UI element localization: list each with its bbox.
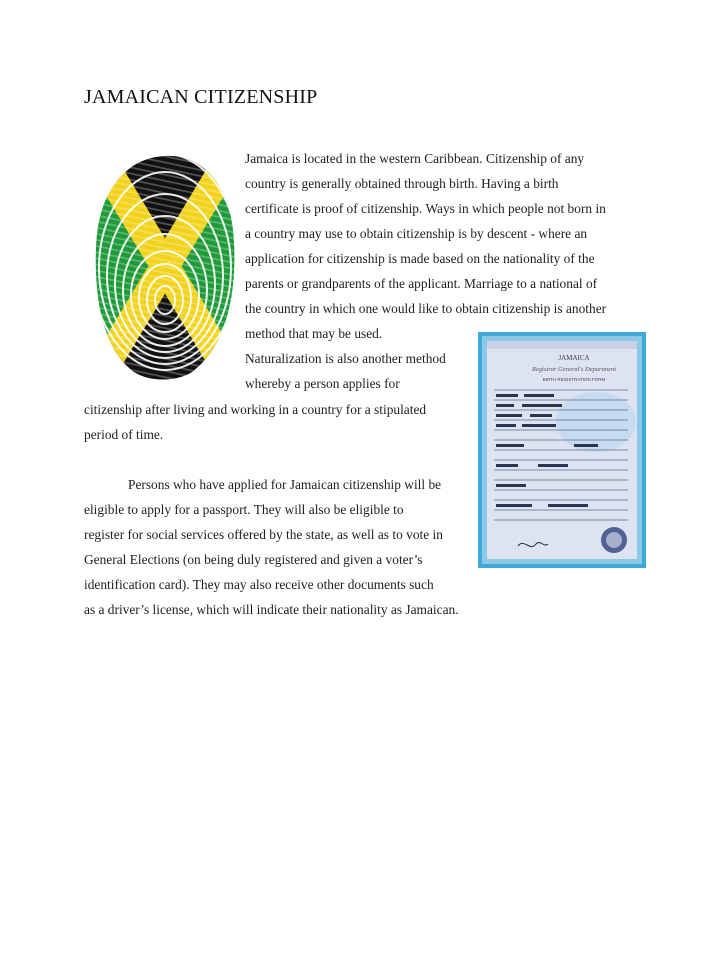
paragraph-2-line-2: eligible to apply for a passport. They will also be eligible to (84, 502, 404, 517)
paragraph-2-line-1: Persons who have applied for Jamaican citizenship will be (128, 477, 442, 492)
paragraph-1-line-5: application for citizenship is made based on the nationality of the (245, 251, 595, 266)
paragraph-1-line-11: citizenship after living and working in a country for a stipulated (84, 402, 427, 417)
paragraph-2-line-4: General Elections (on being duly registered and given a voter’s (84, 552, 423, 567)
paragraph-2-line-3: register for social services offered by the state, as well as to vote in (84, 527, 443, 542)
paragraph-1-line-3: certificate is proof of citizenship. Ways in which people not born in (245, 201, 606, 216)
paragraph-1-line-1: Jamaica is located in the western Caribbean. Citizenship of any (245, 151, 585, 166)
page-title: JAMAICAN CITIZENSHIP (84, 86, 318, 108)
certificate-form-title: BIRTH REGISTRATION FORM (542, 377, 606, 382)
certificate-header: JAMAICA (558, 354, 590, 362)
paragraph-1-line-10: whereby a person applies for (245, 376, 400, 391)
paragraph-1-line-9: Naturalization is also another method (245, 351, 446, 366)
jamaica-flag-fingerprint-icon (92, 150, 238, 382)
paragraph-2-line-5: identification card). They may also receive other documents such (84, 577, 434, 592)
paragraph-1-line-12: period of time. (84, 427, 164, 442)
paragraph-1-line-4: a country may use to obtain citizenship is by descent - where an (245, 226, 588, 241)
certificate-subheader: Registrar General's Department (531, 366, 617, 373)
paragraph-1-line-7: the country in which one would like to obtain citizenship is another (245, 301, 607, 316)
paragraph-1-line-2: country is generally obtained through birth. Having a birth (245, 176, 559, 191)
paragraph-2-line-6: as a driver’s license, which will indicate their nationality as Jamaican. (84, 602, 459, 617)
paragraph-1-line-6: parents or grandparents of the applicant. Marriage to a national of (245, 276, 598, 291)
birth-certificate-image (478, 332, 646, 568)
paragraph-1-line-8: method that may be used. (245, 326, 383, 341)
